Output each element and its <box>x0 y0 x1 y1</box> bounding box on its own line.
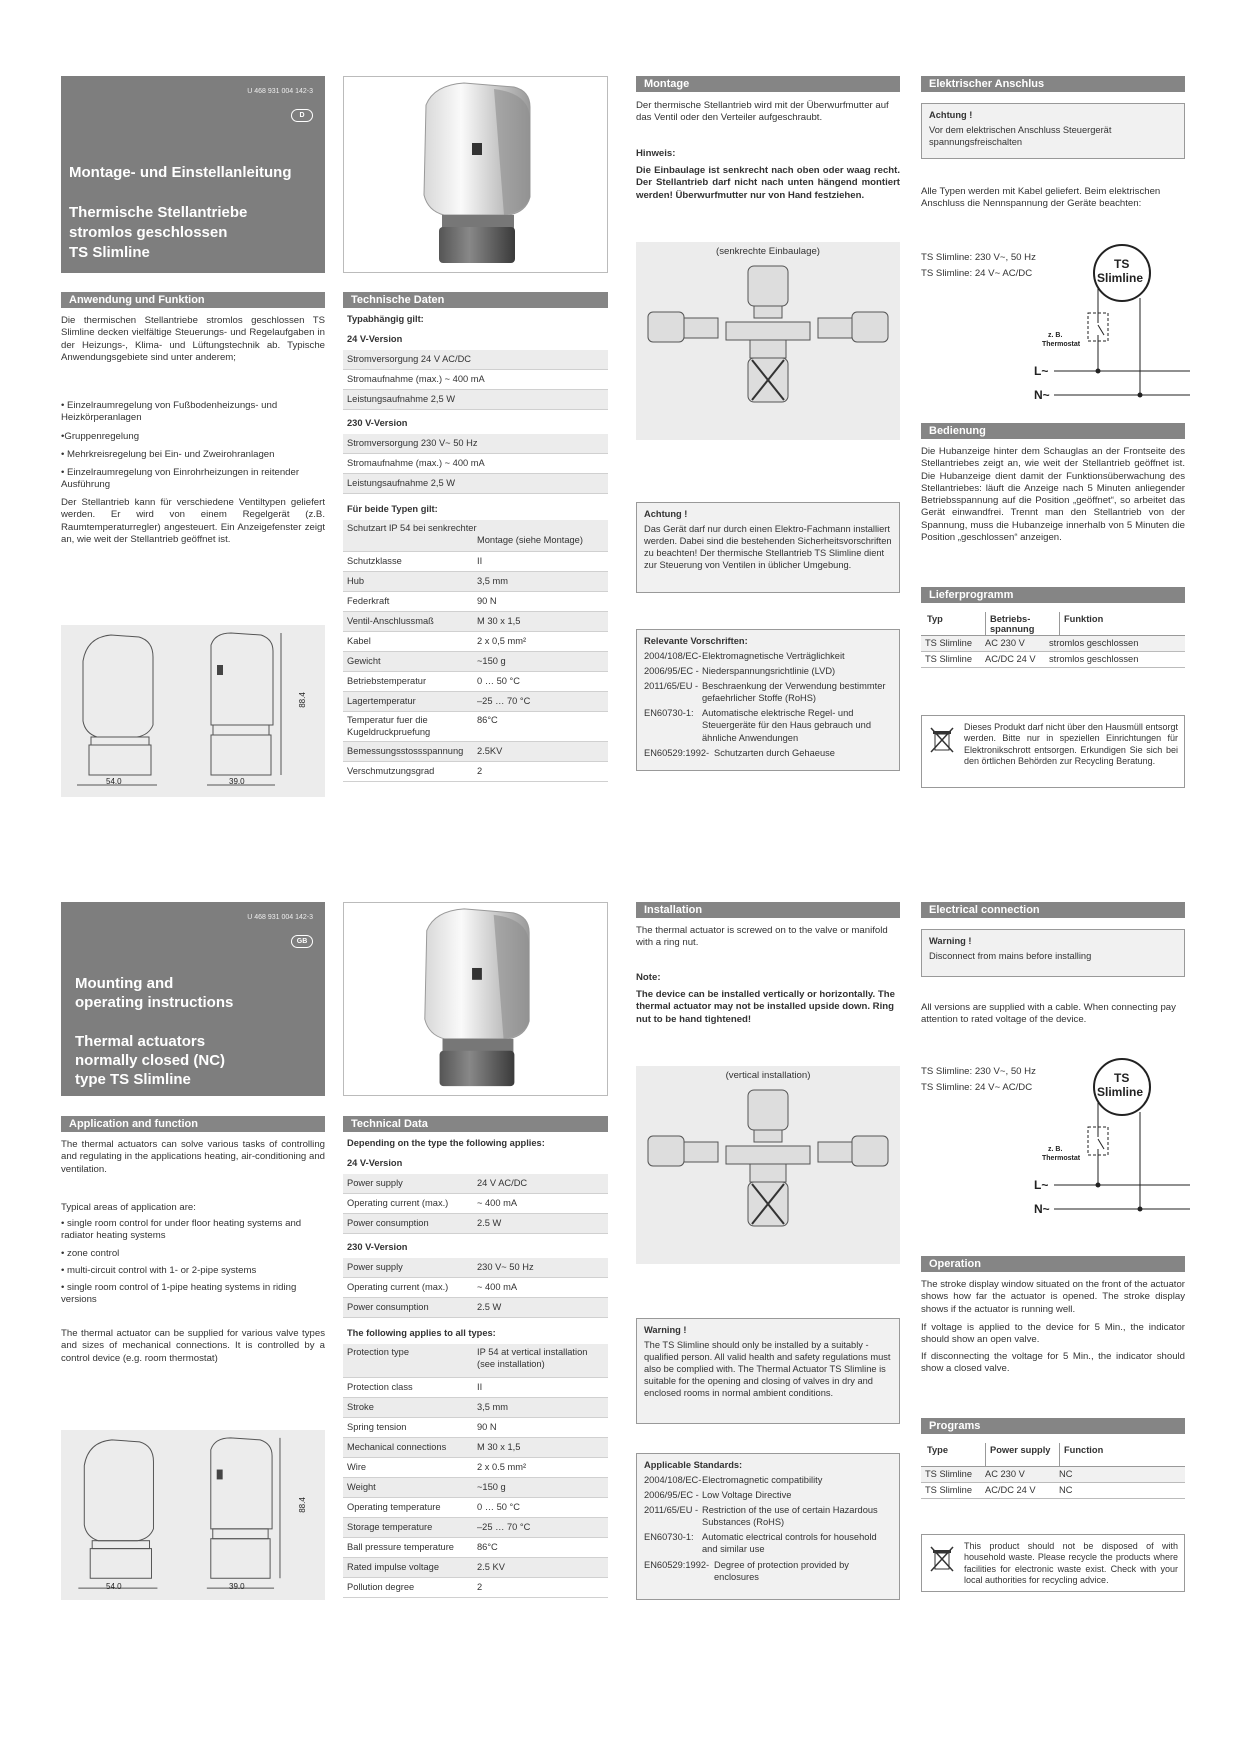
de-install-diagram <box>636 242 900 440</box>
gb-tech-header: Technical Data <box>343 1116 608 1132</box>
standard-row <box>644 747 892 759</box>
gb-subtitle-3: type TS Slimline <box>75 1071 191 1088</box>
cell: TS Slimline <box>925 1468 973 1479</box>
cell-value: 2 x 0,5 mm² <box>477 635 527 646</box>
cell-value: 3,5 mm <box>477 575 508 586</box>
standard-code: 2011/65/EU - <box>644 1505 699 1516</box>
cell-value: 3,5 mm <box>477 1401 508 1412</box>
de-elec-header: Elektrischer Anschlus <box>921 76 1185 92</box>
de-v24-head: 24 V-Version <box>347 334 403 345</box>
cell-value: 2 x 0.5 mm² <box>477 1461 527 1472</box>
cell-key: Operating temperature <box>347 1501 441 1512</box>
cell-key: Stroke <box>347 1401 374 1412</box>
standard-desc: Low Voltage Directive <box>702 1490 792 1501</box>
gb-elec-warning-title: Warning ! <box>929 936 972 946</box>
table-row <box>343 1174 608 1194</box>
standard-desc: Automatische elektrische Regel- und Steuergeräte für den Haus gebrauch und ähnliche Anwendungen <box>702 708 872 743</box>
table-row: Leistungsaufnahme 2,5 W <box>343 474 608 494</box>
de-wiring-L: L~ <box>1034 364 1049 378</box>
gb-op-header: Operation <box>921 1256 1185 1272</box>
cell: TS Slimline <box>925 1484 973 1495</box>
de-elec-text: Alle Typen werden mit Kabel geliefert. Beim elektrischen Anschluss die Nennspannung der Geräte beachten: <box>921 186 1161 210</box>
dimension-drawing-icon <box>61 625 325 797</box>
cell-value: 2.5 KV <box>477 1561 505 1572</box>
cell-key: Power consumption <box>347 1301 429 1312</box>
standard-row <box>644 1559 892 1583</box>
table-row <box>343 1344 608 1378</box>
gb-wiring-N: N~ <box>1034 1202 1050 1216</box>
de-all-first-val: Montage (siehe Montage) <box>477 534 583 545</box>
cell-key: Bemessungsstossspannung <box>347 745 464 756</box>
gb-app-text: The thermal actuators can solve various tasks of controlling and regulating in the applications heating, air-conditioning and ventilation. <box>61 1139 325 1175</box>
standard-desc: Electromagnetic compatibility <box>702 1475 823 1486</box>
gb-op-text-3: If disconnecting the voltage for 5 Min., the indicator should show a closed valve. <box>921 1351 1185 1375</box>
de-tech-sub: Typabhängig gilt: <box>347 314 424 325</box>
table-row <box>343 1398 608 1418</box>
de-subtitle-1: Thermische Stellantriebe <box>69 204 248 221</box>
cell-value: 2 <box>477 765 483 776</box>
standard-row <box>644 680 892 704</box>
cell-value: IP 54 at vertical installation (see installation) <box>477 1347 588 1369</box>
cell-key: Lagertemperatur <box>347 695 416 706</box>
table-row <box>343 672 608 692</box>
cell-key: Rated impulse voltage <box>347 1561 439 1572</box>
cell: AC 230 V <box>985 637 1025 648</box>
gb-wiring-circle-ts: TS <box>1114 1071 1130 1085</box>
col-voltage: Betriebs-spannung <box>985 612 1059 635</box>
gb-wiring-circle-slimline: Slimline <box>1097 1085 1144 1099</box>
cell-value: 90 N <box>477 595 497 606</box>
col-function: Function <box>1059 1443 1185 1466</box>
table-row <box>343 1418 608 1438</box>
gb-recycling-note <box>921 1534 1185 1592</box>
cell-value: 230 V~ 50 Hz <box>477 1261 534 1272</box>
de-cover-block <box>61 76 325 273</box>
cell-key: Betriebstemperatur <box>347 675 427 686</box>
cell-key: Hub <box>347 575 365 586</box>
de-dimension-drawing <box>61 625 325 797</box>
table-row <box>343 1578 608 1598</box>
gb-cover-block <box>61 902 325 1096</box>
table-row <box>343 520 608 552</box>
cell-value: 2.5 W <box>477 1217 502 1228</box>
gb-all-head: The following applies to all types: <box>347 1328 496 1339</box>
de-all-head: Für beide Typen gilt: <box>347 504 438 515</box>
table-header <box>921 612 1185 636</box>
table-row <box>921 652 1185 668</box>
cell-key: Protection type <box>347 1347 410 1357</box>
cell: stromlos geschlossen <box>1049 653 1139 664</box>
de-warning-title: Achtung ! <box>644 509 688 519</box>
gb-install-diagram <box>636 1066 900 1264</box>
standard-code: 2004/108/EC- <box>644 1475 702 1486</box>
cell-key: Storage temperature <box>347 1521 433 1532</box>
de-op-text: Die Hubanzeige hinter dem Schauglas an der Frontseite des Stellantriebes zeigt an, wie weit der Stellantrieb geöffnet ist. Die Hubanzeige dient damit der Funktionsüberwachung des Stellantriebes: läuft die Anzeige nach 5 Minuten anliegender Betriebsspannung auf die Position „geöffnet“, so arbeitet das Gerät einwandfrei. Trennt man den Stellantrieb von der Spannung, muss die Hubanzeige innerhalb von 5 Minuten die Position „geschlossen“ anzeigen. <box>921 446 1185 543</box>
table-row: Stromversorgung 24 V AC/DC <box>343 350 608 370</box>
gb-warning-text: The TS Slimline should only be installed by a suitably -qualified person. All valid health and safety regulations must also be complied with. The Thermal Actuator TS Slimline is suitable for the opening and closing of valves in dry and enclosed rooms in normal ambient conditions. <box>644 1340 891 1399</box>
gb-title-2: operating instructions <box>75 994 234 1011</box>
cell-value: 86°C <box>477 715 498 725</box>
de-dim-width-1: 54.0 <box>106 777 122 786</box>
gb-wiring-diagram <box>1030 1054 1190 1219</box>
cell-key: Operating current (max.) <box>347 1197 449 1208</box>
cell-value: ~ 400 mA <box>477 1281 518 1292</box>
cell-value: 2.5 W <box>477 1301 502 1312</box>
gb-v24-head: 24 V-Version <box>347 1158 403 1169</box>
table-row <box>343 652 608 672</box>
cell-value: 90 N <box>477 1421 497 1432</box>
cell-key: Federkraft <box>347 595 390 606</box>
cell-key: Mechanical connections <box>347 1441 447 1452</box>
table-row <box>343 1194 608 1214</box>
gb-standards-title: Applicable Standards: <box>644 1460 743 1470</box>
cell-value: 0 … 50 °C <box>477 1501 520 1512</box>
de-dim-height: 88.4 <box>297 692 307 708</box>
cell-value: 2.5KV <box>477 745 503 756</box>
standard-code: 2011/65/EU - <box>644 681 699 692</box>
table-row <box>343 1498 608 1518</box>
cell-key: Ventil-Anschlussmaß <box>347 615 434 626</box>
de-hint-text: Die Einbaulage ist senkrecht nach oben oder waag recht. Der Stellantrieb darf nicht nach unten hängend montiert werden! Überwurfmutter nur von Hand festziehen. <box>636 165 900 201</box>
gb-app-bullet-2: • zone control <box>61 1248 120 1259</box>
cell-key: Power supply <box>347 1177 403 1188</box>
de-app-text: Die thermischen Stellantriebe stromlos geschlossen TS Slimline decken vielfältige Steuerungs- und Regelaufgaben in der Heizungs-, Klima- und Lüftungstechnik ab. Typische Anwendungsgebiete sind unter anderem; <box>61 315 325 363</box>
gb-recycling-text: This product should not be disposed of with household waste. Please recycle the products where facilities for electronic waste exist. Check with your local authorities for recycling advice. <box>964 1541 1178 1585</box>
standard-row <box>644 1504 892 1528</box>
de-standards-title: Relevante Vorschriften: <box>644 636 748 646</box>
cell: NC <box>1059 1468 1073 1479</box>
de-app-bullet-2: •Gruppenregelung <box>61 431 140 442</box>
de-all-first-key: Schutzart IP 54 bei senkrechter <box>347 523 477 533</box>
standard-code: EN60730-1: <box>644 708 694 719</box>
standard-desc: Degree of protection provided by enclosures <box>714 1559 849 1582</box>
gb-dim-width-2: 39.0 <box>229 1582 245 1591</box>
de-prog-header: Lieferprogramm <box>921 587 1185 603</box>
de-wiring-switch-1: z. B. <box>1048 332 1063 339</box>
table-row <box>921 1483 1185 1499</box>
standard-row <box>644 650 892 662</box>
cell-key: Spring tension <box>347 1421 407 1432</box>
gb-lang-badge: GB <box>291 935 313 948</box>
cell: stromlos geschlossen <box>1049 637 1139 648</box>
de-elec-warning <box>921 103 1185 159</box>
gb-subtitle-2: normally closed (NC) <box>75 1052 226 1069</box>
cell: AC 230 V <box>985 1468 1025 1479</box>
table-row <box>343 1378 608 1398</box>
gb-warning-box <box>636 1318 900 1424</box>
de-tech-header: Technische Daten <box>343 292 608 308</box>
table-row <box>343 1258 608 1278</box>
table-row <box>343 1558 608 1578</box>
cell-key: Pollution degree <box>347 1581 415 1592</box>
table-row <box>343 1214 608 1234</box>
gb-app-text-2: The thermal actuator can be supplied for various valve types and sizes of mechanical connections. It is controlled by a control device (e.g. room thermostat) <box>61 1328 325 1364</box>
col-voltage: Power supply <box>985 1443 1059 1466</box>
table-row <box>343 632 608 652</box>
cell-value: –25 … 70 °C <box>477 695 531 706</box>
standard-code: EN60529:1992- <box>644 747 710 758</box>
gb-title-1: Mounting and <box>75 975 174 992</box>
cell-key: Weight <box>347 1481 376 1492</box>
de-app-bullet-1: • Einzelraumregelung von Fußbodenheizungs- und Heizkörperanlagen <box>61 400 278 424</box>
table-row <box>343 1478 608 1498</box>
gb-op-text-2: If voltage is applied to the device for 5 Min., the indicator should show an open valve. <box>921 1322 1185 1346</box>
table-row <box>343 1278 608 1298</box>
standard-code: 2006/95/EC - <box>644 666 699 677</box>
standard-row <box>644 665 892 677</box>
gb-dimension-drawing <box>61 1430 325 1600</box>
de-product-photo <box>343 76 608 273</box>
cell-value: M 30 x 1,5 <box>477 615 521 626</box>
de-dim-width-2: 39.0 <box>229 777 245 786</box>
gb-app-bullet-4: • single room control of 1-pipe heating systems in riding versions <box>61 1282 297 1306</box>
gb-wiring-switch-2: Thermostat <box>1042 1155 1081 1162</box>
gb-product-photo <box>343 902 608 1096</box>
standard-row <box>644 707 892 743</box>
col-type: Typ <box>927 614 943 624</box>
cell-key: Verschmutzungsgrad <box>347 765 435 776</box>
de-wiring-N: N~ <box>1034 388 1050 402</box>
de-lang-badge: D <box>291 109 313 122</box>
gb-warning-title: Warning ! <box>644 1325 687 1335</box>
de-op-header: Bedienung <box>921 423 1185 439</box>
cell-value: –25 … 70 °C <box>477 1521 531 1532</box>
gb-standards-box <box>636 1453 900 1600</box>
col-function: Funktion <box>1059 612 1185 635</box>
cell-value: M 30 x 1,5 <box>477 1441 521 1452</box>
table-row <box>343 612 608 632</box>
cell-value: ~150 g <box>477 1481 506 1492</box>
cell-key: Protection class <box>347 1381 413 1392</box>
wiring-diagram-icon <box>1030 1054 1190 1219</box>
dimension-drawing-icon <box>61 1430 325 1600</box>
table-row <box>343 1538 608 1558</box>
col-type: Type <box>927 1445 949 1455</box>
gb-dim-width-1: 54.0 <box>106 1582 122 1591</box>
cell: TS Slimline <box>925 637 973 648</box>
de-hint-label: Hinweis: <box>636 148 676 159</box>
actuator-image-icon <box>344 903 607 1095</box>
table-row <box>343 742 608 762</box>
cell: AC/DC 24 V <box>985 653 1036 664</box>
gb-mount-header: Installation <box>636 902 900 918</box>
installation-diagram-icon <box>636 1066 900 1264</box>
de-subtitle-3: TS Slimline <box>69 244 150 261</box>
table-row <box>921 1467 1185 1483</box>
gb-app-text-typical: Typical areas of application are: <box>61 1202 196 1213</box>
standard-desc: Niederspannungsrichtlinie (LVD) <box>702 666 836 677</box>
cell-key: Gewicht <box>347 655 381 666</box>
gb-op-text-1: The stroke display window situated on the front of the actuator shows how far the actuator is opened. The stroke display shows if the actuator is running well. <box>921 1279 1185 1315</box>
cell-key: Ball pressure temperature <box>347 1541 454 1552</box>
de-app-bullet-4: • Einzelraumregelung von Einrohrheizungen in reitender Ausführung <box>61 467 300 491</box>
actuator-image-icon <box>344 77 607 272</box>
de-wiring-diagram <box>1030 240 1190 405</box>
cell-value: 24 V AC/DC <box>477 1177 528 1188</box>
gb-note-label: Note: <box>636 972 661 983</box>
standard-desc: Restriction of the use of certain Hazardous Substances (RoHS) <box>702 1505 878 1528</box>
de-subtitle-2: stromlos geschlossen <box>69 224 228 241</box>
de-prog-table <box>921 612 1185 668</box>
de-diag-label: (senkrechte Einbaulage) <box>716 246 820 257</box>
gb-app-bullet-1: • single room control for under floor heating systems and radiator heating systems <box>61 1218 302 1242</box>
de-warning-text: Das Gerät darf nur durch einen Elektro-Fachmann installiert werden. Dabei sind die bestehenden Sicherheitsvorschriften zu beachten! Der thermische Stellantrieb TS Slimline dient zur Steuerung von Ventilen in üblicher Umgebung. <box>644 524 892 571</box>
standard-row <box>644 1489 892 1501</box>
de-app-header: Anwendung und Funktion <box>61 292 325 308</box>
gb-subtitle-1: Thermal actuators <box>75 1033 206 1050</box>
gb-tech-sub: Depending on the type the following applies: <box>347 1138 545 1149</box>
cell-value: 0 … 50 °C <box>477 675 520 686</box>
table-row: Stromaufnahme (max.) ~ 400 mA <box>343 370 608 390</box>
de-mount-header: Montage <box>636 76 900 92</box>
table-row <box>343 1298 608 1318</box>
cell-value: II <box>477 1381 483 1392</box>
de-elec-line-1: TS Slimline: 230 V~, 50 Hz <box>921 252 1036 263</box>
table-row <box>343 1518 608 1538</box>
table-header <box>921 1443 1185 1467</box>
cell-key: Temperatur fuer die Kugeldruckpruefung <box>347 715 431 737</box>
table-row <box>343 572 608 592</box>
standard-row <box>644 1531 892 1555</box>
gb-elec-warning-text: Disconnect from mains before installing <box>929 951 1092 962</box>
gb-elec-line-2: TS Slimline: 24 V~ AC/DC <box>921 1082 1033 1093</box>
de-app-bullet-3: • Mehrkreisregelung bei Ein- und Zweirohranlagen <box>61 449 275 460</box>
standard-code: 2004/108/EC- <box>644 651 702 662</box>
gb-dim-height: 88.4 <box>297 1497 307 1513</box>
de-standards-box <box>636 629 900 771</box>
de-mount-text: Der thermische Stellantrieb wird mit der Überwurfmutter auf das Ventil oder den Verteiler aufgeschraubt. <box>636 100 889 124</box>
cell-key: Wire <box>347 1461 367 1472</box>
de-tech-table <box>343 310 608 782</box>
cell-key: Schutzklasse <box>347 555 402 566</box>
cell-value: ~ 400 mA <box>477 1197 518 1208</box>
gb-prog-header: Programs <box>921 1418 1185 1434</box>
standard-code: EN60730-1: <box>644 1532 694 1543</box>
de-doc-code: U 468 931 004 142-3 <box>247 88 313 95</box>
de-title: Montage- und Einstellanleitung <box>69 164 292 181</box>
standard-desc: Beschraenkung der Verwendung bestimmter gefaehrlicher Stoffe (RoHS) <box>702 681 886 704</box>
cell-value: II <box>477 555 483 566</box>
crossed-bin-icon <box>930 1545 954 1573</box>
cell: AC/DC 24 V <box>985 1484 1036 1495</box>
gb-diag-label: (vertical installation) <box>725 1070 811 1081</box>
de-wiring-switch-2: Thermostat <box>1042 341 1081 348</box>
table-row: Stromaufnahme (max.) ~ 400 mA <box>343 454 608 474</box>
table-row <box>343 552 608 572</box>
standard-code: 2006/95/EC - <box>644 1490 699 1501</box>
table-row: Leistungsaufnahme 2,5 W <box>343 390 608 410</box>
table-row <box>343 592 608 612</box>
de-wiring-circle-slimline: Slimline <box>1097 271 1144 285</box>
table-row <box>343 1438 608 1458</box>
table-row <box>343 712 608 742</box>
de-recycling-text: Dieses Produkt darf nicht über den Hausmüll entsorgt werden. Bitte nur in speziellen Einrichtungen für Elektronikschrott entsorgen. Erkundigen Sie sich bei den örtlichen Behörden zur Recycling Beratung. <box>964 722 1178 766</box>
de-recycling-note <box>921 715 1185 788</box>
cell-value: ~150 g <box>477 655 506 666</box>
cell-value: 86°C <box>477 1541 498 1552</box>
installation-diagram-icon <box>636 242 900 440</box>
standard-desc: Elektromagnetische Verträglichkeit <box>702 651 845 662</box>
gb-prog-table <box>921 1443 1185 1499</box>
gb-doc-code: U 468 931 004 142-3 <box>247 914 313 921</box>
gb-app-header: Application and function <box>61 1116 325 1132</box>
de-v230-head: 230 V-Version <box>347 418 408 429</box>
standard-row <box>644 1474 892 1486</box>
gb-wiring-switch-1: z. B. <box>1048 1146 1063 1153</box>
table-row <box>343 692 608 712</box>
cell-key: Operating current (max.) <box>347 1281 449 1292</box>
cell-value: 2 <box>477 1581 483 1592</box>
de-elec-warning-title: Achtung ! <box>929 110 973 120</box>
standard-desc: Schutzarten durch Gehaeuse <box>714 747 835 758</box>
standard-desc: Automatic electrical controls for household and similar use <box>702 1532 877 1555</box>
table-row <box>343 762 608 782</box>
de-elec-line-2: TS Slimline: 24 V~ AC/DC <box>921 268 1033 279</box>
cell-key: Power supply <box>347 1261 403 1272</box>
gb-tech-table <box>343 1134 608 1598</box>
gb-elec-text: All versions are supplied with a cable. When connecting pay attention to rated voltage of the device. <box>921 1002 1176 1026</box>
cell-key: Power consumption <box>347 1217 429 1228</box>
de-warning-box <box>636 502 900 593</box>
de-wiring-circle-ts: TS <box>1114 257 1130 271</box>
table-row: Stromversorgung 230 V~ 50 Hz <box>343 434 608 454</box>
gb-wiring-L: L~ <box>1034 1178 1049 1192</box>
standard-code: EN60529:1992- <box>644 1559 710 1570</box>
cell: NC <box>1059 1484 1073 1495</box>
de-app-text-2: Der Stellantrieb kann für verschiedene Ventiltypen geliefert werden. Er wird von einem Regelgerät (z.B. Raumtemperaturregler) angesteuert. Ein Anzeigefenster zeigt an, wie weit der Stellantrieb geöffnet ist. <box>61 497 325 545</box>
cell: TS Slimline <box>925 653 973 664</box>
gb-elec-line-1: TS Slimline: 230 V~, 50 Hz <box>921 1066 1036 1077</box>
wiring-diagram-icon <box>1030 240 1190 405</box>
de-elec-warning-text: Vor dem elektrischen Anschluss Steuergerät spannungsfreischalten <box>929 125 1112 148</box>
cell-key: Kabel <box>347 635 371 646</box>
gb-note-text: The device can be installed vertically or horizontally. The thermal actuator may not be installed upside down. Ring nut to be hand tightened! <box>636 989 895 1025</box>
gb-elec-header: Electrical connection <box>921 902 1185 918</box>
gb-elec-warning <box>921 929 1185 977</box>
gb-mount-text: The thermal actuator is screwed on to the valve or manifold with a ring nut. <box>636 925 888 949</box>
table-row <box>343 1458 608 1478</box>
crossed-bin-icon <box>930 726 954 754</box>
gb-v230-head: 230 V-Version <box>347 1242 408 1253</box>
table-row <box>921 636 1185 652</box>
gb-app-bullet-3: • multi-circuit control with 1- or 2-pipe systems <box>61 1265 257 1276</box>
